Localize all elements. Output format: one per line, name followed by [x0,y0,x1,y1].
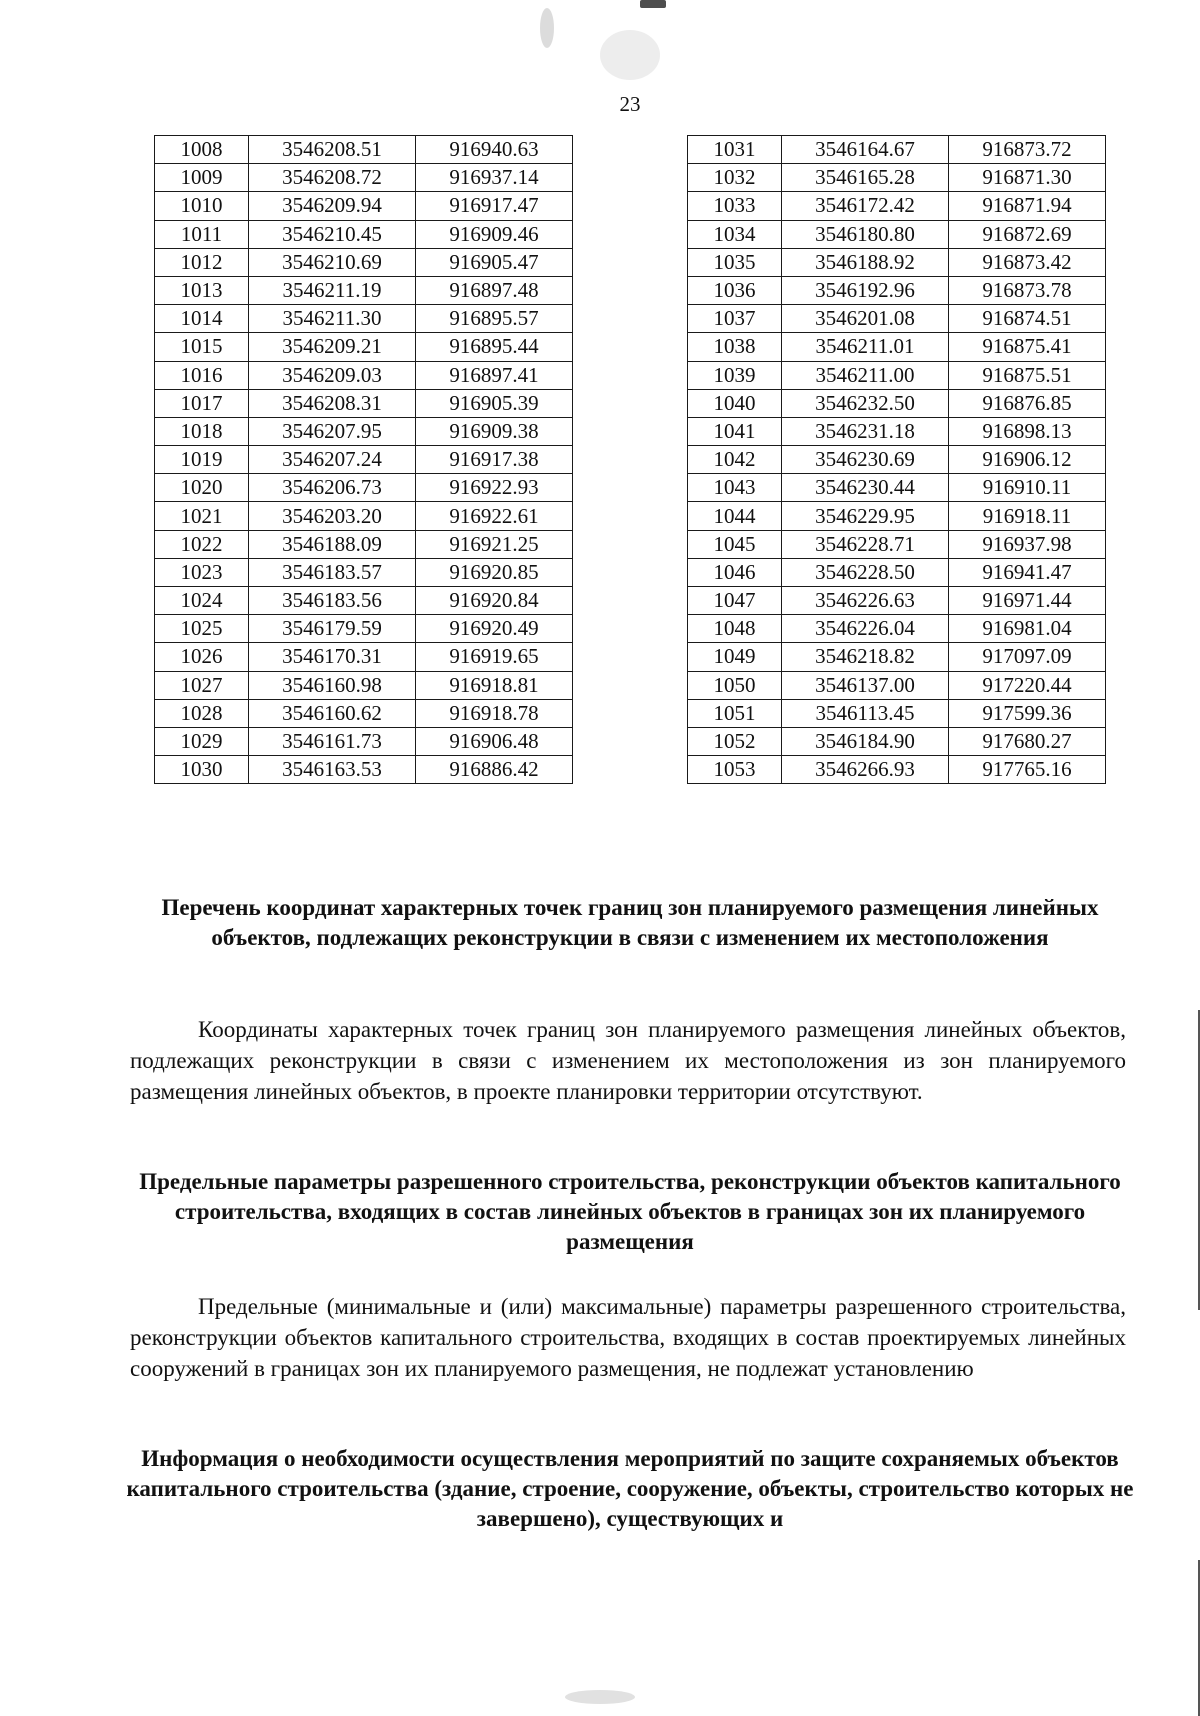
page-number: 23 [619,92,641,116]
table-row [688,558,1106,586]
y-coordinate-cell: 916941.47 [949,558,1106,586]
point-number-cell: 1046 [688,558,782,586]
point-number-cell: 1035 [688,248,782,276]
table-row [155,248,573,276]
table-row [155,643,573,671]
x-coordinate-cell: 3546170.31 [249,643,416,671]
y-coordinate-cell: 916971.44 [949,587,1106,615]
y-coordinate-cell: 916873.72 [949,136,1106,164]
table-row [688,164,1106,192]
section-heading-protection-measures: Информация о необходимости осуществления мероприятий по защите сохраняемых объектов капитального строительства (здание, строение, сооружение, объекты, строительство которых не завершено), существующих и [126,1446,1134,1531]
table-row [155,276,573,304]
y-coordinate-cell: 916922.93 [416,474,573,502]
table-row [155,474,573,502]
x-coordinate-cell: 3546228.71 [782,530,949,558]
y-coordinate-cell: 916873.78 [949,276,1106,304]
table-row [155,502,573,530]
y-coordinate-cell: 916886.42 [416,756,573,784]
x-coordinate-cell: 3546209.21 [249,333,416,361]
scan-speck [640,0,666,8]
x-coordinate-cell: 3546230.69 [782,446,949,474]
coordinates-table-right [687,135,1106,784]
table-row [688,756,1106,784]
x-coordinate-cell: 3546228.50 [782,558,949,586]
x-coordinate-cell: 3546160.62 [249,699,416,727]
point-number-cell: 1045 [688,530,782,558]
y-coordinate-cell: 916906.12 [949,446,1106,474]
x-coordinate-cell: 3546208.72 [249,164,416,192]
y-coordinate-cell: 916872.69 [949,220,1106,248]
section-heading-limit-parameters: Предельные параметры разрешенного строительства, реконструкции объектов капитального строительства, входящих в состав линейных объектов в границах зон их планируемого размещения [139,1169,1121,1254]
x-coordinate-cell: 3546218.82 [782,643,949,671]
y-coordinate-cell: 916920.85 [416,558,573,586]
table-row [155,305,573,333]
y-coordinate-cell: 916920.84 [416,587,573,615]
point-number-cell: 1053 [688,756,782,784]
point-number-cell: 1023 [155,558,249,586]
table-row [155,671,573,699]
table-row [688,446,1106,474]
point-number-cell: 1039 [688,361,782,389]
table-row [688,502,1106,530]
point-number-cell: 1014 [155,305,249,333]
y-coordinate-cell: 916937.98 [949,530,1106,558]
point-number-cell: 1008 [155,136,249,164]
point-number-cell: 1029 [155,727,249,755]
x-coordinate-cell: 3546226.63 [782,587,949,615]
table-row [155,361,573,389]
point-number-cell: 1034 [688,220,782,248]
x-coordinate-cell: 3546172.42 [782,192,949,220]
table-row [155,192,573,220]
y-coordinate-cell: 916905.47 [416,248,573,276]
y-coordinate-cell: 916895.44 [416,333,573,361]
point-number-cell: 1036 [688,276,782,304]
x-coordinate-cell: 3546183.57 [249,558,416,586]
scan-speck [600,30,660,80]
table-row [688,333,1106,361]
x-coordinate-cell: 3546203.20 [249,502,416,530]
y-coordinate-cell: 916981.04 [949,615,1106,643]
y-coordinate-cell: 916905.39 [416,389,573,417]
point-number-cell: 1051 [688,699,782,727]
point-number-cell: 1049 [688,643,782,671]
point-number-cell: 1038 [688,333,782,361]
y-coordinate-cell: 916940.63 [416,136,573,164]
x-coordinate-cell: 3546192.96 [782,276,949,304]
y-coordinate-cell: 916910.11 [949,474,1106,502]
point-number-cell: 1021 [155,502,249,530]
x-coordinate-cell: 3546266.93 [782,756,949,784]
point-number-cell: 1012 [155,248,249,276]
scan-speck [540,8,554,48]
point-number-cell: 1017 [155,389,249,417]
y-coordinate-cell: 916920.49 [416,615,573,643]
x-coordinate-cell: 3546137.00 [782,671,949,699]
table-row [155,587,573,615]
y-coordinate-cell: 916875.41 [949,333,1106,361]
section-text-limit-parameters: Предельные (минимальные и (или) максимальные) параметры разрешенного строительства, реконструкции объектов капитального строительства, входящих в состав проектируемых линейных сооружений в границах зон их планируемого размещения, не подлежат установлению [130,1294,1126,1381]
x-coordinate-cell: 3546160.98 [249,671,416,699]
x-coordinate-cell: 3546208.51 [249,136,416,164]
y-coordinate-cell: 916897.41 [416,361,573,389]
table-row [688,192,1106,220]
y-coordinate-cell: 916917.38 [416,446,573,474]
x-coordinate-cell: 3546229.95 [782,502,949,530]
point-number-cell: 1041 [688,417,782,445]
table-row [688,587,1106,615]
y-coordinate-cell: 916906.48 [416,727,573,755]
table-row [155,333,573,361]
y-coordinate-cell: 916937.14 [416,164,573,192]
x-coordinate-cell: 3546183.56 [249,587,416,615]
point-number-cell: 1050 [688,671,782,699]
table-row [155,699,573,727]
point-number-cell: 1037 [688,305,782,333]
table-row [155,136,573,164]
table-row [688,474,1106,502]
coordinates-table-right-body [688,136,1106,784]
table-row [688,136,1106,164]
x-coordinate-cell: 3546207.95 [249,417,416,445]
point-number-cell: 1025 [155,615,249,643]
point-number-cell: 1030 [155,756,249,784]
y-coordinate-cell: 917097.09 [949,643,1106,671]
y-coordinate-cell: 917765.16 [949,756,1106,784]
scan-speck [565,1690,635,1704]
point-number-cell: 1018 [155,417,249,445]
x-coordinate-cell: 3546161.73 [249,727,416,755]
x-coordinate-cell: 3546232.50 [782,389,949,417]
y-coordinate-cell: 916874.51 [949,305,1106,333]
point-number-cell: 1016 [155,361,249,389]
x-coordinate-cell: 3546180.80 [782,220,949,248]
table-row [688,220,1106,248]
y-coordinate-cell: 917220.44 [949,671,1106,699]
point-number-cell: 1011 [155,220,249,248]
table-row [688,389,1106,417]
y-coordinate-cell: 916909.46 [416,220,573,248]
x-coordinate-cell: 3546210.45 [249,220,416,248]
point-number-cell: 1026 [155,643,249,671]
y-coordinate-cell: 916897.48 [416,276,573,304]
x-coordinate-cell: 3546206.73 [249,474,416,502]
y-coordinate-cell: 916917.47 [416,192,573,220]
table-row [155,220,573,248]
y-coordinate-cell: 916918.81 [416,671,573,699]
table-row [155,389,573,417]
table-row [688,361,1106,389]
y-coordinate-cell: 916873.42 [949,248,1106,276]
x-coordinate-cell: 3546165.28 [782,164,949,192]
x-coordinate-cell: 3546210.69 [249,248,416,276]
point-number-cell: 1028 [155,699,249,727]
x-coordinate-cell: 3546230.44 [782,474,949,502]
point-number-cell: 1009 [155,164,249,192]
x-coordinate-cell: 3546201.08 [782,305,949,333]
y-coordinate-cell: 916919.65 [416,643,573,671]
coordinates-table-left [154,135,573,784]
x-coordinate-cell: 3546211.00 [782,361,949,389]
x-coordinate-cell: 3546207.24 [249,446,416,474]
y-coordinate-cell: 916895.57 [416,305,573,333]
table-row [688,417,1106,445]
y-coordinate-cell: 916871.94 [949,192,1106,220]
y-coordinate-cell: 917599.36 [949,699,1106,727]
table-row [688,530,1106,558]
point-number-cell: 1033 [688,192,782,220]
x-coordinate-cell: 3546188.09 [249,530,416,558]
y-coordinate-cell: 917680.27 [949,727,1106,755]
x-coordinate-cell: 3546226.04 [782,615,949,643]
section-text-coordinates: Координаты характерных точек границ зон планируемого размещения линейных объектов, подлежащих реконструкции в связи с изменением их местоположения из зон планируемого размещения линейных объектов, в проекте планировки территории отсутствуют. [130,1017,1126,1104]
x-coordinate-cell: 3546184.90 [782,727,949,755]
y-coordinate-cell: 916876.85 [949,389,1106,417]
y-coordinate-cell: 916921.25 [416,530,573,558]
point-number-cell: 1042 [688,446,782,474]
y-coordinate-cell: 916918.11 [949,502,1106,530]
point-number-cell: 1015 [155,333,249,361]
x-coordinate-cell: 3546188.92 [782,248,949,276]
table-row [155,446,573,474]
table-row [688,727,1106,755]
point-number-cell: 1031 [688,136,782,164]
point-number-cell: 1032 [688,164,782,192]
x-coordinate-cell: 3546163.53 [249,756,416,784]
y-coordinate-cell: 916898.13 [949,417,1106,445]
y-coordinate-cell: 916922.61 [416,502,573,530]
coordinates-table-left-body [155,136,573,784]
point-number-cell: 1013 [155,276,249,304]
x-coordinate-cell: 3546208.31 [249,389,416,417]
point-number-cell: 1027 [155,671,249,699]
table-row [688,699,1106,727]
table-row [155,756,573,784]
table-row [688,305,1106,333]
y-coordinate-cell: 916909.38 [416,417,573,445]
y-coordinate-cell: 916875.51 [949,361,1106,389]
point-number-cell: 1048 [688,615,782,643]
y-coordinate-cell: 916918.78 [416,699,573,727]
x-coordinate-cell: 3546211.19 [249,276,416,304]
point-number-cell: 1044 [688,502,782,530]
table-row [155,727,573,755]
point-number-cell: 1010 [155,192,249,220]
point-number-cell: 1043 [688,474,782,502]
x-coordinate-cell: 3546211.30 [249,305,416,333]
point-number-cell: 1040 [688,389,782,417]
x-coordinate-cell: 3546113.45 [782,699,949,727]
y-coordinate-cell: 916871.30 [949,164,1106,192]
table-row [155,615,573,643]
point-number-cell: 1020 [155,474,249,502]
x-coordinate-cell: 3546211.01 [782,333,949,361]
x-coordinate-cell: 3546164.67 [782,136,949,164]
point-number-cell: 1047 [688,587,782,615]
point-number-cell: 1022 [155,530,249,558]
table-row [688,276,1106,304]
table-row [688,671,1106,699]
x-coordinate-cell: 3546179.59 [249,615,416,643]
table-row [155,164,573,192]
table-row [688,248,1106,276]
section-heading-coordinates: Перечень координат характерных точек границ зон планируемого размещения линейных объектов, подлежащих реконструкции в связи с изменением их местоположения [161,895,1099,950]
point-number-cell: 1024 [155,587,249,615]
table-row [155,558,573,586]
table-row [688,615,1106,643]
x-coordinate-cell: 3546231.18 [782,417,949,445]
point-number-cell: 1019 [155,446,249,474]
x-coordinate-cell: 3546209.94 [249,192,416,220]
point-number-cell: 1052 [688,727,782,755]
table-row [155,530,573,558]
table-row [155,417,573,445]
x-coordinate-cell: 3546209.03 [249,361,416,389]
table-row [688,643,1106,671]
